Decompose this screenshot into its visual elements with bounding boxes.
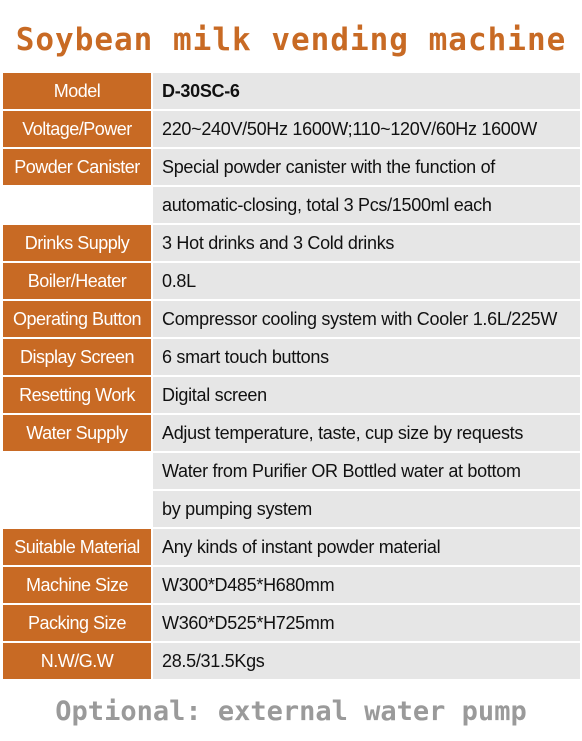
spec-row-water-supply-cont (3, 453, 580, 489)
spec-label-empty (3, 453, 151, 489)
spec-value: 0.8L (153, 263, 580, 299)
spec-label: Drinks Supply (3, 225, 151, 261)
spec-row-water-supply (3, 415, 580, 451)
spec-value: Compressor cooling system with Cooler 1.6L/225W (153, 301, 580, 337)
spec-row-model (3, 73, 580, 109)
spec-value: Any kinds of instant powder material (153, 529, 580, 565)
page-title: Soybean milk vending machine (15, 22, 567, 58)
spec-value: Special powder canister with the function of (153, 149, 580, 185)
optional-note: Optional: external water pump (55, 696, 527, 727)
spec-row-powder-canister (3, 149, 580, 185)
spec-value: Water from Purifier OR Bottled water at bottom (153, 453, 580, 489)
spec-row-voltage (3, 111, 580, 147)
spec-label: Water Supply (3, 415, 151, 451)
spec-row-operating-button (3, 301, 580, 337)
spec-value: 3 Hot drinks and 3 Cold drinks (153, 225, 580, 261)
spec-row-display-screen (3, 339, 580, 375)
spec-row-packing-size (3, 605, 580, 641)
spec-table (3, 73, 580, 681)
spec-label: Display Screen (3, 339, 151, 375)
spec-value: Digital screen (153, 377, 580, 413)
spec-value: 6 smart touch buttons (153, 339, 580, 375)
spec-label: Voltage/Power (3, 111, 151, 147)
spec-row-boiler (3, 263, 580, 299)
spec-label: Suitable Material (3, 529, 151, 565)
spec-label: Resetting Work (3, 377, 151, 413)
spec-value: D-30SC-6 (153, 73, 580, 109)
spec-label: Boiler/Heater (3, 263, 151, 299)
spec-label: Model (3, 73, 151, 109)
spec-value: 28.5/31.5Kgs (153, 643, 580, 679)
spec-row-powder-canister-cont (3, 187, 580, 223)
spec-row-machine-size (3, 567, 580, 603)
spec-value: Adjust temperature, taste, cup size by requests (153, 415, 580, 451)
spec-label: Operating Button (3, 301, 151, 337)
spec-label: Machine Size (3, 567, 151, 603)
spec-value: by pumping system (153, 491, 580, 527)
spec-row-weight (3, 643, 580, 679)
spec-value: automatic-closing, total 3 Pcs/1500ml each (153, 187, 580, 223)
spec-value: W360*D525*H725mm (153, 605, 580, 641)
spec-label-empty (3, 187, 151, 223)
spec-label-empty (3, 491, 151, 527)
spec-row-resetting-work (3, 377, 580, 413)
spec-row-suitable-material (3, 529, 580, 565)
spec-label: Powder Canister (3, 149, 151, 185)
spec-row-water-supply-cont (3, 491, 580, 527)
spec-label: Packing Size (3, 605, 151, 641)
spec-row-drinks-supply (3, 225, 580, 261)
spec-value: 220~240V/50Hz 1600W;110~120V/60Hz 1600W (153, 111, 580, 147)
spec-label: N.W/G.W (3, 643, 151, 679)
spec-value: W300*D485*H680mm (153, 567, 580, 603)
